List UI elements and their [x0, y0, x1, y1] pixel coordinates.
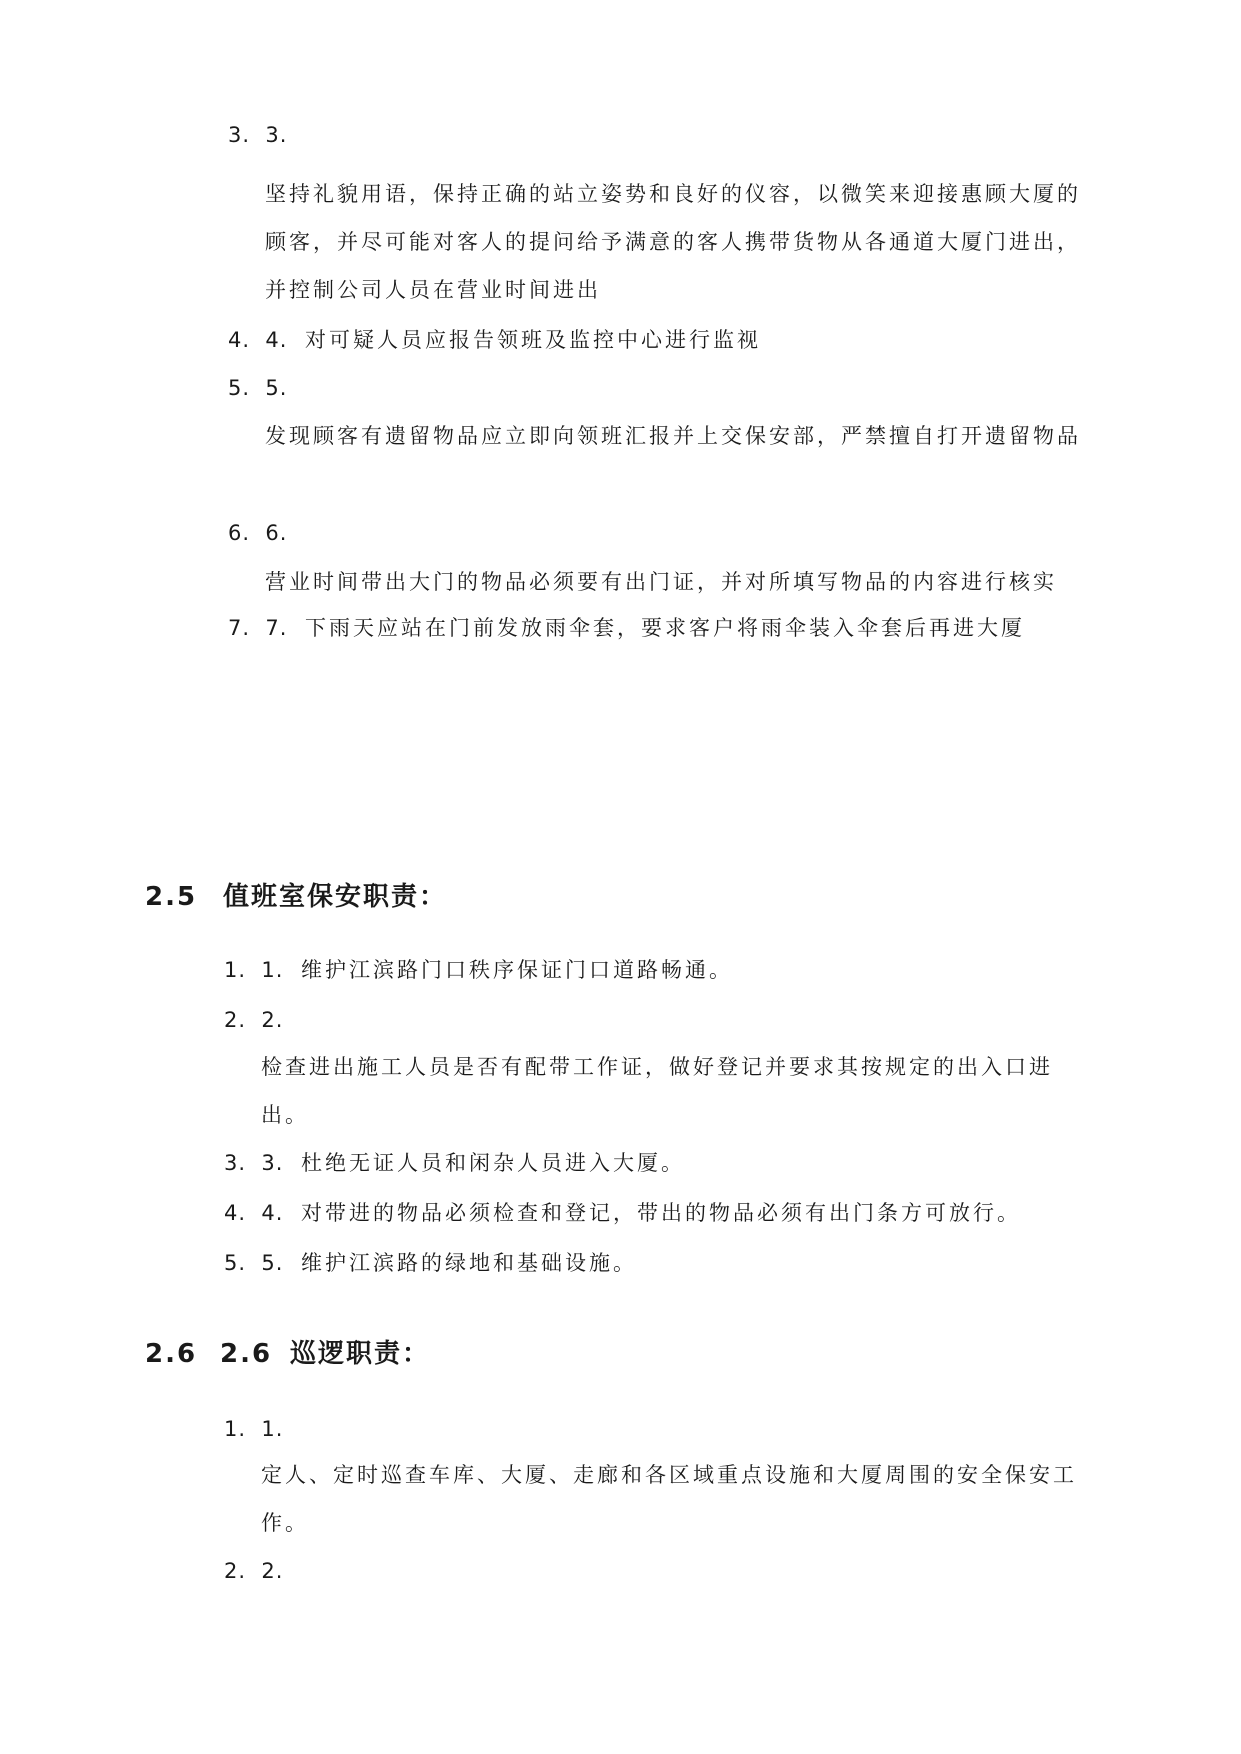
section-title: 巡逻职责：: [290, 1339, 431, 1369]
section-number-repeat: 2.6: [220, 1339, 273, 1369]
list-item-number: 6. 6.: [228, 521, 288, 545]
list-item-text: 定人、定时巡查车库、大厦、走廊和各区域重点设施和大厦周围的安全保安工作。: [261, 1463, 1077, 1535]
list-item-text: 维护江滨路门口秩序保证门口道路畅通。: [301, 958, 733, 982]
list-item-number: 1. 1.: [224, 1417, 284, 1441]
section-number: 2.5: [145, 882, 198, 912]
list-item-number: 1. 1.: [224, 958, 284, 982]
list-item-text: 坚持礼貌用语，保持正确的站立姿势和良好的仪容，以微笑来迎接惠顾大厦的顾客，并尽可能对客人的提问给予满意的客人携带货物从各通道大厦门进出，并控制公司人员在营业时间进出: [265, 182, 1081, 302]
section-title: 值班室保安职责：: [223, 882, 448, 912]
list-item-text: 下雨天应站在门前发放雨伞套，要求客户将雨伞装入伞套后再进大厦: [305, 616, 1025, 640]
list-item-number: 2. 2.: [224, 1008, 284, 1032]
list-item-number: 5. 5.: [228, 376, 288, 400]
section-number: 2.6: [145, 1339, 198, 1369]
list-item-number: 4. 4.: [224, 1201, 284, 1225]
list-item-number: 2. 2.: [224, 1559, 284, 1583]
list-item-number: 3. 3.: [228, 123, 288, 147]
list-item-number: 7. 7.: [228, 616, 288, 640]
list-item-text: 维护江滨路的绿地和基础设施。: [301, 1251, 637, 1275]
list-item-number: 5. 5.: [224, 1251, 284, 1275]
section-heading-2-6: [145, 1337, 430, 1371]
list-item-text: 营业时间带出大门的物品必须要有出门证，并对所填写物品的内容进行核实: [265, 570, 1057, 594]
list-item-text: 对带进的物品必须检查和登记，带出的物品必须有出门条方可放行。: [301, 1201, 1021, 1225]
list-item-number: 3. 3.: [224, 1151, 284, 1175]
list-item-text: 检查进出施工人员是否有配带工作证，做好登记并要求其按规定的出入口进出。: [261, 1055, 1053, 1127]
list-item-number: 4. 4.: [228, 328, 288, 352]
section-heading-2-5: [145, 880, 447, 914]
list-item-text: 对可疑人员应报告领班及监控中心进行监视: [305, 328, 761, 352]
list-item-text: 杜绝无证人员和闲杂人员进入大厦。: [301, 1151, 685, 1175]
list-item-text: 发现顾客有遗留物品应立即向领班汇报并上交保安部，严禁擅自打开遗留物品: [265, 424, 1081, 448]
